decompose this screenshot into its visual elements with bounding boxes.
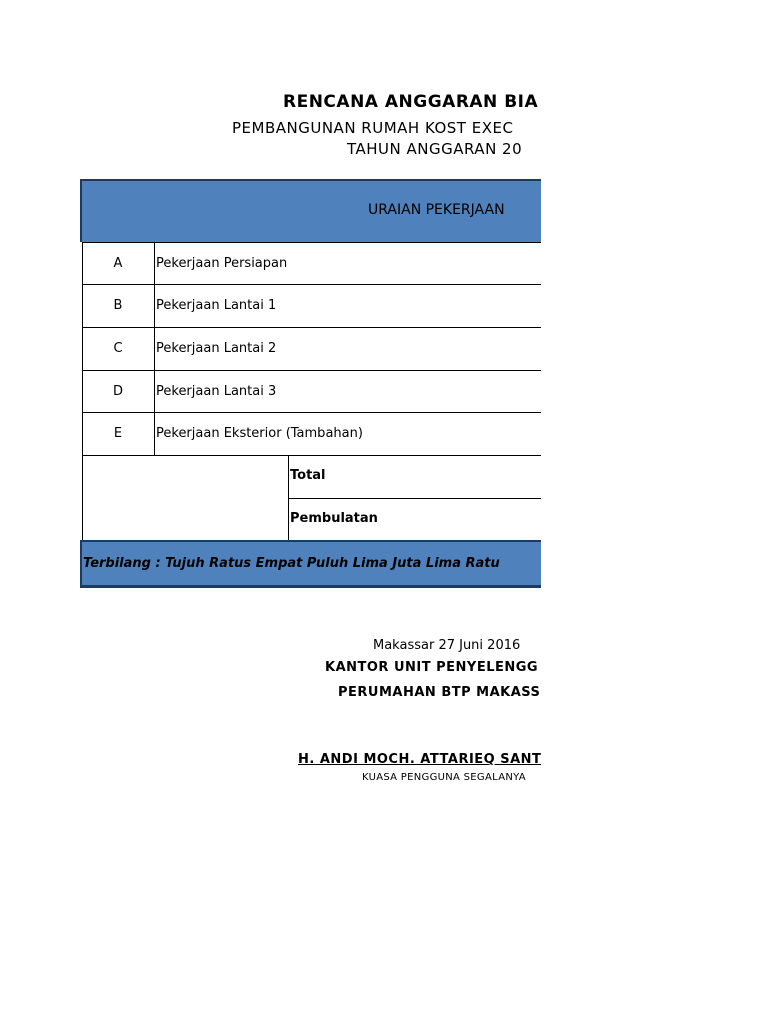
table-row-code: B bbox=[113, 298, 123, 313]
table-row-code: A bbox=[113, 256, 123, 271]
table-row-code: D bbox=[112, 384, 123, 399]
rounding-label: Pembulatan bbox=[290, 511, 378, 526]
table-row-desc: Pekerjaan Lantai 2 bbox=[156, 341, 277, 356]
terbilang-text: Terbilang : Tujuh Ratus Empat Puluh Lima Juta Lima Ratu bbox=[83, 556, 500, 571]
total-cell bbox=[288, 455, 541, 499]
total-label: Total bbox=[290, 468, 326, 483]
table-row-desc: Pekerjaan Lantai 1 bbox=[156, 298, 277, 313]
signature-name: H. ANDI MOCH. ATTARIEQ SANT bbox=[298, 752, 541, 767]
document-subtitle-project: PEMBANGUNAN RUMAH KOST EXEC bbox=[232, 119, 514, 137]
table-row-desc: Pekerjaan Eksterior (Tambahan) bbox=[156, 426, 363, 441]
signature-office: KANTOR UNIT PENYELENGG bbox=[325, 660, 539, 675]
signature-housing: PERUMAHAN BTP MAKASS bbox=[338, 685, 541, 700]
document-subtitle-year: TAHUN ANGGARAN 20 bbox=[347, 140, 523, 158]
signature-place-date: Makassar 27 Juni 2016 bbox=[373, 638, 521, 653]
table-row-code: E bbox=[113, 426, 123, 441]
table-header-label: URAIAN PEKERJAAN bbox=[368, 202, 505, 218]
document-title: RENCANA ANGGARAN BIA bbox=[283, 92, 539, 112]
summary-blank-cell bbox=[82, 455, 289, 541]
table-row-desc: Pekerjaan Persiapan bbox=[156, 256, 288, 271]
table-row-code: C bbox=[113, 341, 123, 356]
signature-role: KUASA PENGGUNA SEGALANYA bbox=[362, 772, 526, 783]
table-row-desc: Pekerjaan Lantai 3 bbox=[156, 384, 277, 399]
